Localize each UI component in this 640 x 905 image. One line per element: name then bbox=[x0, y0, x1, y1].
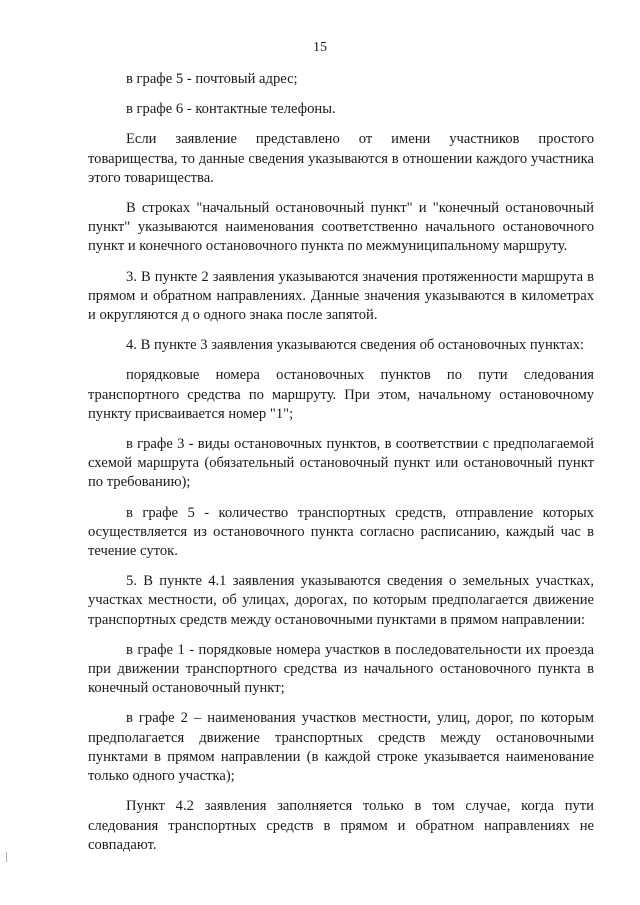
paragraph-stop-names: В строках "начальный остановочный пункт" и "конечный остановочный пункт" указываются наименования соответственно начального остановочного пункт и конечного остановочного пункта по межмуниципальному маршруту. bbox=[88, 200, 594, 255]
paragraph-stop-numbers: порядковые номера остановочных пунктов по пути следования транспортного средства по маршруту. При этом, начальному остановочному пункту присваивается номер "1"; bbox=[88, 367, 594, 422]
paragraph-postal-address: в графе 5 - почтовый адрес; bbox=[126, 71, 298, 87]
paragraph-stop-types: в графе 3 - виды остановочных пунктов, в соответствии с предполагаемой схемой маршрута (обязательный остановочный пункт или остановочный пункт по требованию); bbox=[88, 436, 594, 491]
page-number: 15 bbox=[313, 40, 327, 55]
paragraph-contact-phones: в графе 6 - контактные телефоны. bbox=[126, 101, 336, 118]
paragraph-partnership: Если заявление представлено от имени участников простого товарищества, то данные сведения указываются в отношении каждого участника этого товарищества. bbox=[88, 131, 594, 186]
document-body bbox=[88, 70, 594, 866]
paragraph-stops-intro: 4. В пункте 3 заявления указываются сведения об остановочных пунктах: bbox=[126, 337, 585, 354]
paragraph-route-length: 3. В пункте 2 заявления указываются значения протяженности маршрута в прямом и обратном направлениях. Данные значения указываются в километрах и округляются д о одного знака после запятой. bbox=[88, 268, 594, 324]
paragraph-vehicle-count: в графе 5 - количество транспортных средств, отправление которых осуществляется из остановочного пункта согласно расписанию, каждый час в течение суток. bbox=[88, 504, 594, 560]
paragraph-plot-names: в графе 2 – наименования участков местности, улиц, дорог, по которым предполагается движение транспортных средств между остановочными пунктами в прямом направлении (в каждой строке указывается наименование только одного участка); bbox=[88, 710, 594, 785]
paragraph-reverse-route: Пункт 4.2 заявления заполняется только в том случае, когда пути следования транспортных средств в прямом и обратном направлениях не совпадают. bbox=[88, 798, 594, 853]
paragraph-plot-order: в графе 1 - порядковые номера участков в последовательности их проезда при движении транспортного средства из начального остановочного пункта в конечный остановочный пункт; bbox=[88, 641, 594, 697]
scan-edge-mark bbox=[6, 852, 7, 862]
paragraph-land-plots: 5. В пункте 4.1 заявления указываются сведения о земельных участках, участках местности, об улицах, дорогах, по которым предполагается движение транспортных средств между остановочными пунктами в прямом направлении: bbox=[88, 573, 594, 628]
